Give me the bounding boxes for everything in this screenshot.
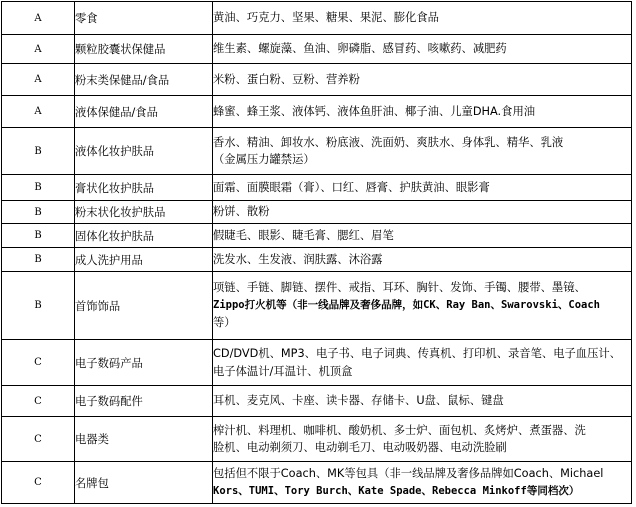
table-row (2, 128, 632, 175)
items-cell (213, 224, 632, 248)
category-cell: 成人洗护用品 (75, 248, 213, 272)
table-row (2, 417, 632, 462)
category-cell: 液体化妆护肤品 (75, 128, 213, 175)
grade-cell: B (2, 272, 75, 340)
items-line: 黄油、巧克力、坚果、糖果、果泥、膨化食品 (213, 11, 439, 25)
grade-cell: A (2, 35, 75, 64)
grade-cell: C (2, 462, 75, 504)
items-line: Kors、TUMI、Tory Burch、Kate Spade、Rebecca Minkoff等同档次） (213, 484, 580, 497)
grade-cell: A (2, 96, 75, 128)
items-line: 电子体温计/耳温计、机顶盒 (213, 364, 353, 378)
table-row (2, 386, 632, 417)
items-cell (213, 417, 632, 462)
category-cell: 液体保健品/食品 (75, 96, 213, 128)
items-cell (213, 96, 632, 128)
items-line: 香水、精油、卸妆水、粉底液、洗面奶、爽肤水、身体乳、精华、乳液 (213, 135, 564, 149)
category-cell: 电子数码产品 (75, 340, 213, 386)
category-cell: 电子数码配件 (75, 386, 213, 417)
category-cell: 粉末状化妆护肤品 (75, 201, 213, 224)
grade-cell: C (2, 417, 75, 462)
table-row (2, 35, 632, 64)
grade-cell: A (2, 2, 75, 35)
category-cell: 膏状化妆护肤品 (75, 175, 213, 201)
grade-cell: C (2, 386, 75, 417)
category-cell: 首饰饰品 (75, 272, 213, 340)
items-cell (213, 248, 632, 272)
category-cell: 固体化妆护肤品 (75, 224, 213, 248)
items-line: 洗发水、生发液、润肤露、沐浴露 (213, 252, 383, 266)
goods-category-table (1, 1, 632, 504)
grade-cell: B (2, 175, 75, 201)
items-line: 维生素、螺旋藻、鱼油、卵磷脂、感冒药、咳嗽药、减肥药 (213, 42, 507, 56)
items-cell (213, 35, 632, 64)
items-cell (213, 201, 632, 224)
items-line: Zippo打火机等（非一线品牌及奢侈品牌，如CK、Ray Ban、Swarovski、Coach (213, 298, 601, 311)
items-line: （金属压力罐禁运） (213, 153, 315, 166)
grade-cell: A (2, 64, 75, 96)
category-cell: 零食 (75, 2, 213, 35)
items-line: 耳机、麦克风、卡座、读卡器、存储卡、U盘、鼠标、键盘 (213, 394, 504, 408)
items-line: 假睫毛、眼影、睫毛膏、腮红、眉笔 (213, 228, 394, 242)
items-line: 包括但不限于Coach、MK等包具（非一线品牌及奢侈品牌如Coach、Michael (213, 467, 604, 480)
items-cell (213, 175, 632, 201)
table-row (2, 248, 632, 272)
items-line: 粉饼、散粉 (213, 205, 270, 219)
category-cell: 粉末类保健品/食品 (75, 64, 213, 96)
items-line: 脸机、电动剃须刀、电动剃毛刀、电动吸奶器、电动洗脸刷 (213, 441, 507, 454)
table-row (2, 64, 632, 96)
grade-cell: B (2, 248, 75, 272)
items-cell (213, 2, 632, 35)
items-cell (213, 340, 632, 386)
items-line: 榨汁机、料理机、咖啡机、酸奶机、多士炉、面包机、炙烤炉、煮蛋器、洗 (213, 423, 586, 437)
items-cell (213, 462, 632, 504)
items-line: 米粉、蛋白粉、豆粉、营养粉 (213, 72, 360, 86)
table-row (2, 224, 632, 248)
table-row (2, 272, 632, 340)
items-cell (213, 64, 632, 96)
table-row (2, 462, 632, 504)
items-cell (213, 386, 632, 417)
table-row (2, 2, 632, 35)
items-cell (213, 128, 632, 175)
items-line: CD/DVD机、MP3、电子书、电子词典、传真机、打印机、录音笔、电子血压计、 (213, 347, 621, 360)
grade-cell: C (2, 340, 75, 386)
grade-cell: B (2, 201, 75, 224)
items-line: 面霜、面膜眼霜（膏）、口红、唇膏、护肤黄油、眼影膏 (213, 180, 490, 194)
table-row (2, 340, 632, 386)
category-cell: 颗粒胶囊状保健品 (75, 35, 213, 64)
items-cell (213, 272, 632, 340)
items-line: 等） (213, 316, 236, 330)
table-row (2, 96, 632, 128)
table-row (2, 201, 632, 224)
table-row (2, 175, 632, 201)
category-cell: 名牌包 (75, 462, 213, 504)
items-line: 蜂蜜、蜂王浆、液体钙、液体鱼肝油、椰子油、儿童DHA.食用油 (213, 104, 536, 118)
items-line: 项链、手链、脚链、摆件、戒指、耳环、胸针、发饰、手镯、腰带、墨镜、 (213, 281, 586, 295)
category-cell: 电器类 (75, 417, 213, 462)
grade-cell: B (2, 224, 75, 248)
grade-cell: B (2, 128, 75, 175)
